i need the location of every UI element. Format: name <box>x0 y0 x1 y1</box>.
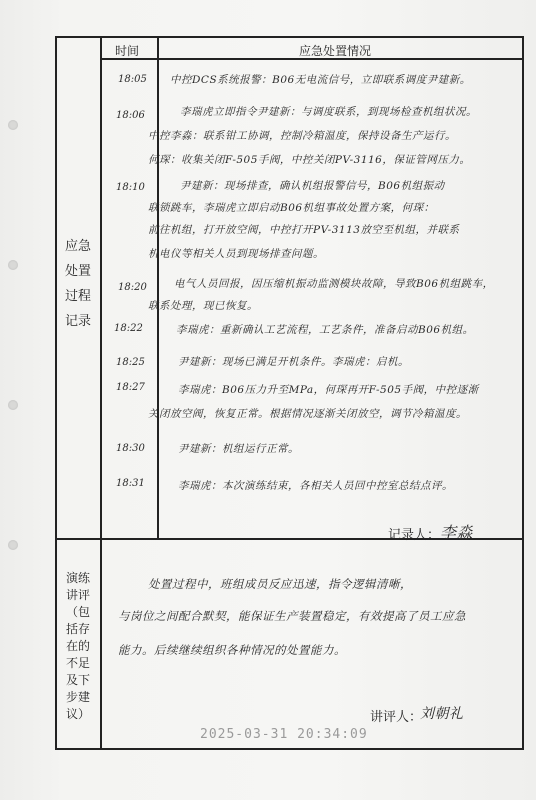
entry-line: 联锁跳车，李瑞虎立即启动B06机组事故处置方案，何琛： <box>148 202 435 214</box>
entry-line: 关闭放空阀，恢复正常。根据情况逐渐关闭放空，调节冷箱温度。 <box>148 408 467 420</box>
header-time: 时间 <box>115 44 140 58</box>
entry-time: 18:20 <box>118 282 147 293</box>
reviewer-signature: 刘朝礼 <box>420 706 464 722</box>
entry-line: 尹建新：现场排查，确认机组报警信号，B06机组振动 <box>180 180 445 192</box>
review-section-label-text: 演练讲评（包括存在的不足及下步建议） <box>65 571 90 721</box>
entry-time: 18:27 <box>116 382 145 393</box>
entry-line: 电气人员回报，因压缩机振动监测模块故障，导致B06机组跳车， <box>174 278 494 290</box>
review-line: 与岗位之间配合默契，能保证生产装置稳定，有效提高了员工应急 <box>118 609 466 623</box>
entry-line: 李瑞虎：B06压力升至MPa，何琛再开F-505手阀，中控逐渐 <box>178 384 479 396</box>
entry-line: 尹建新：现场已满足开机条件。李瑞虎：启机。 <box>178 356 409 368</box>
entry-line: 前往机组，打开放空阀，中控打开PV-3113放空至机组，并联系 <box>148 224 460 236</box>
entry-line: 何琛：收集关闭F-505手阀，中控关闭PV-3116，保证管网压力。 <box>148 154 471 166</box>
entry-time: 18:31 <box>116 478 145 489</box>
header-situation: 应急处置情况 <box>299 44 372 58</box>
entry-time: 18:10 <box>116 182 145 193</box>
entry-time: 18:30 <box>116 443 145 454</box>
record-section-label-text: 应急处置过程记录 <box>64 239 91 329</box>
record-section-label <box>61 234 95 334</box>
review-line: 处置过程中，班组成员反应迅速，指令逻辑清晰， <box>148 577 412 591</box>
entry-time: 18:05 <box>118 74 147 85</box>
recorder-signature: 李淼 <box>440 523 474 542</box>
recorder-label: 记录人： <box>388 528 441 543</box>
entry-time: 18:25 <box>116 357 145 368</box>
entry-line: 李瑞虎立即指令尹建新：与调度联系，到现场检查机组状况。 <box>180 106 477 118</box>
review-line: 能力。后续继续组织各种情况的处置能力。 <box>118 643 346 657</box>
entry-line: 李瑞虎：重新确认工艺流程，工艺条件，准备启动B06机组。 <box>176 324 474 336</box>
entry-time: 18:22 <box>114 323 143 334</box>
entry-line: 中控DCS系统报警：B06无电流信号，立即联系调度尹建新。 <box>170 74 471 86</box>
scan-timestamp: 2025-03-31 20:34:09 <box>200 727 368 742</box>
entry-line: 机电仪等相关人员到现场排查问题。 <box>148 248 324 260</box>
entry-line: 尹建新：机组运行正常。 <box>178 443 299 455</box>
entry-line: 李瑞虎：本次演练结束，各相关人员回中控室总结点评。 <box>178 480 453 492</box>
review-section-label <box>61 570 95 723</box>
entry-line: 中控李淼：联系钳工协调，控制冷箱温度，保持设备生产运行。 <box>148 130 456 142</box>
reviewer-label: 讲评人： <box>370 710 423 725</box>
entry-line: 联系处理，现已恢复。 <box>148 300 258 312</box>
entry-time: 18:06 <box>116 110 145 121</box>
